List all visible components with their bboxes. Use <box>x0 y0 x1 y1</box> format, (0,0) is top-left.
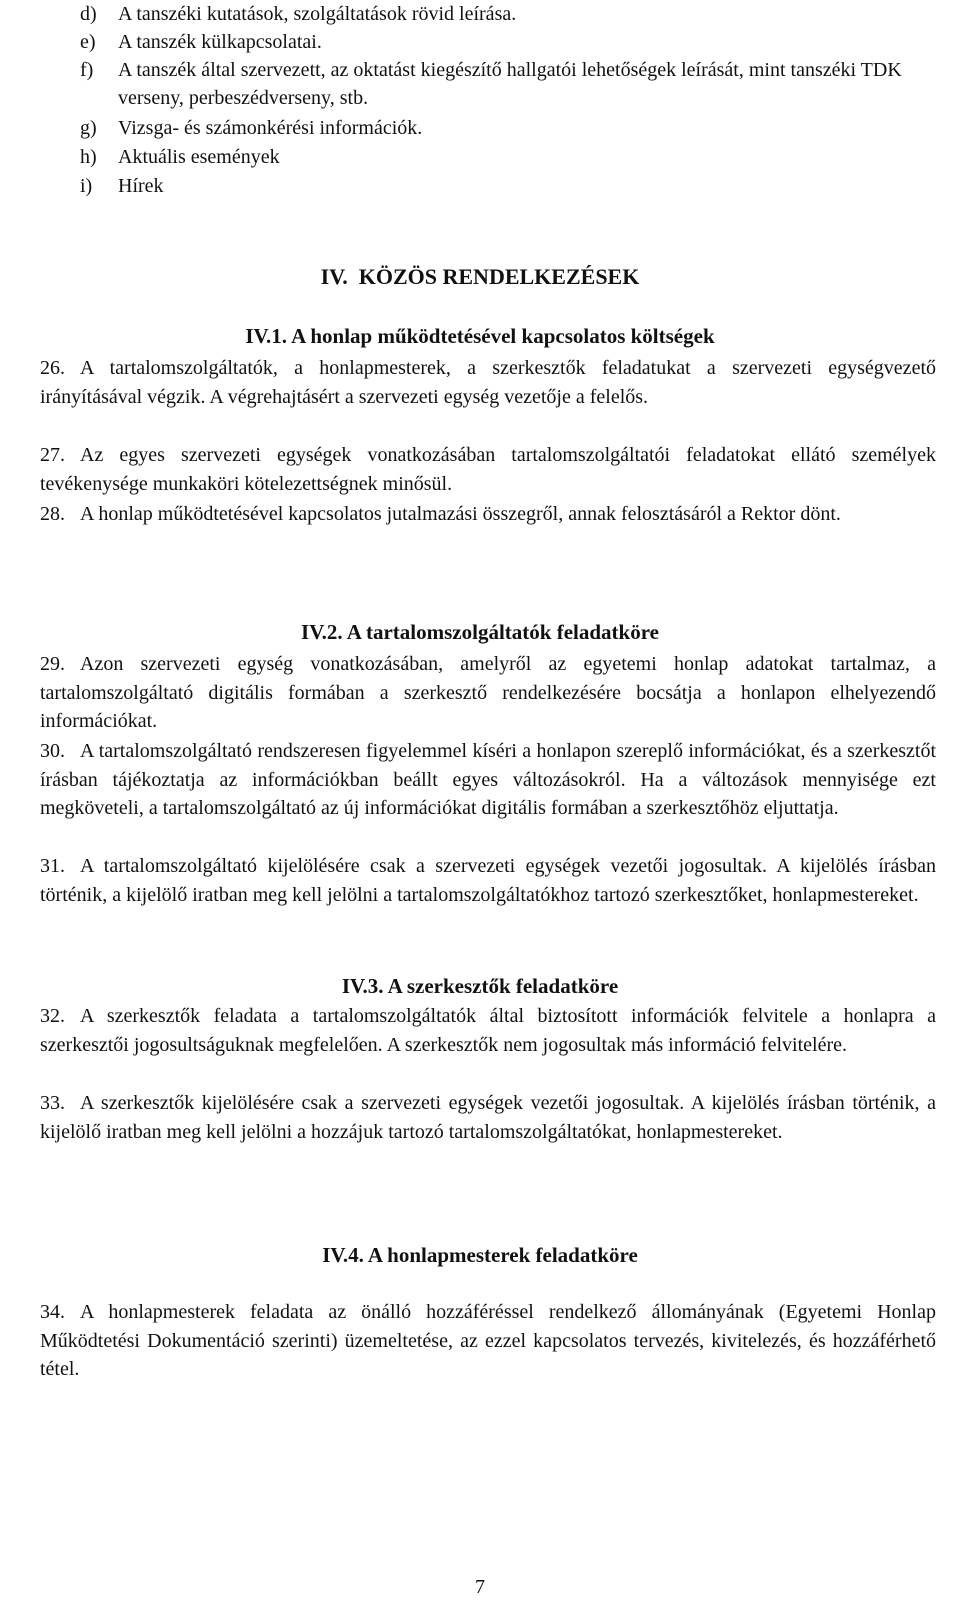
list-item <box>80 143 940 171</box>
paragraph-text: A honlap működtetésével kapcsolatos jutalmazási összegről, annak felosztásáról a Rektor dönt. <box>80 503 841 525</box>
list-item <box>80 172 940 200</box>
paragraph-number: 32. <box>40 1005 65 1027</box>
paragraph <box>40 1298 936 1384</box>
paragraph-text: Az egyes szervezeti egységek vonatkozásában tartalomszolgáltatói feladatokat ellátó személyek tevékenysége munkaköri kötelezettségnek minősül. <box>40 444 936 495</box>
list-marker: g) <box>80 117 97 139</box>
paragraph <box>40 852 936 909</box>
paragraph-number: 26. <box>40 357 65 379</box>
paragraph-number: 31. <box>40 855 65 877</box>
list-marker: h) <box>80 146 97 168</box>
paragraph-number: 33. <box>40 1092 65 1114</box>
list-text: A tanszék által szervezett, az oktatást kiegészítő hallgatói lehetőségek leírását, mint tanszéki TDK verseny, perbeszédverseny, stb. <box>118 59 902 109</box>
subsection-title: IV.4. A honlapmesterek feladatköre <box>322 1243 638 1267</box>
paragraph-number: 28. <box>40 503 65 525</box>
list-marker: f) <box>80 59 94 81</box>
list-text: A tanszék külkapcsolatai. <box>118 31 322 53</box>
section-title: IV. KÖZÖS RENDELKEZÉSEK <box>320 264 640 289</box>
subsection-title: IV.2. A tartalomszolgáltatók feladatköre <box>301 620 659 644</box>
paragraph-text: A szerkesztők feladata a tartalomszolgáltatók által biztosított információk felvitele a honlapra a szerkesztői jogosultságuknak megfelelően. A szerkesztők nem jogosultak más információ felvitelére. <box>40 1005 936 1056</box>
paragraph <box>40 500 936 529</box>
paragraph <box>40 354 936 411</box>
paragraph <box>40 441 936 498</box>
list-item <box>80 114 940 142</box>
paragraph-text: A honlapmesterek feladata az önálló hozzáféréssel rendelkező állományának (Egyetemi Honlap Működtetési Dokumentáció szerinti) üzemeltetése, az ezzel kapcsolatos tervezés, kivitelezés, és hozzáférhető tétel. <box>40 1301 936 1380</box>
paragraph <box>40 737 936 823</box>
paragraph-text: Azon szervezeti egység vonatkozásában, amelyről az egyetemi honlap adatokat tartalmaz, a tartalomszolgáltató digitális formában a szerkesztő rendelkezésére bocsátja a honlapon elhelyezendő információkat. <box>40 653 936 732</box>
paragraph-text: A tartalomszolgáltató rendszeresen figyelemmel kíséri a honlapon szereplő információkat, és a szerkesztőt írásban tájékoztatja az információkban beállt egyes változásokról. Ha a változások mennyisége ezt megköveteli, a tartalomszolgáltató az új információkat digitális formában a szerkesztőhöz eljuttatja. <box>40 740 936 819</box>
paragraph-number: 34. <box>40 1301 65 1323</box>
subsection-title: IV.3. A szerkesztők feladatköre <box>341 974 619 998</box>
list-item <box>80 28 940 56</box>
list-text: Aktuális események <box>118 146 280 168</box>
list-marker: d) <box>80 3 97 25</box>
list-text: A tanszéki kutatások, szolgáltatások rövid leírása. <box>118 3 517 25</box>
paragraph-number: 30. <box>40 740 65 762</box>
subsection-title: IV.1. A honlap működtetésével kapcsolatos költségek <box>245 324 715 348</box>
list-marker: i) <box>80 175 93 197</box>
paragraph-number: 29. <box>40 653 65 675</box>
paragraph-number: 27. <box>40 444 65 466</box>
paragraph-text: A tartalomszolgáltatók, a honlapmesterek, a szerkesztők feladatukat a szervezeti egységvezető irányításával végzik. A végrehajtásért a szervezeti egység vezetője a felelős. <box>40 357 936 408</box>
list-marker: e) <box>80 31 96 53</box>
paragraph <box>40 650 936 736</box>
page-number: 7 <box>475 1576 485 1598</box>
list-text: Hírek <box>118 175 164 197</box>
paragraph-text: A tartalomszolgáltató kijelölésére csak a szervezeti egységek vezetői jogosultak. A kijelölés írásban történik, a kijelölő iratban meg kell jelölni a tartalomszolgáltatókhoz tartozó szerkesztőket, honlapmestereket. <box>40 855 936 906</box>
paragraph <box>40 1002 936 1059</box>
list-text: Vizsga- és számonkérési információk. <box>118 117 423 139</box>
paragraph-text: A szerkesztők kijelölésére csak a szervezeti egységek vezetői jogosultak. A kijelölés írásban történik, a kijelölő iratban meg kell jelölni a hozzájuk tartozó tartalomszolgáltatókat, honlapmestereket. <box>40 1092 936 1143</box>
list-item <box>80 56 940 112</box>
list-item <box>80 0 940 28</box>
paragraph <box>40 1089 936 1146</box>
